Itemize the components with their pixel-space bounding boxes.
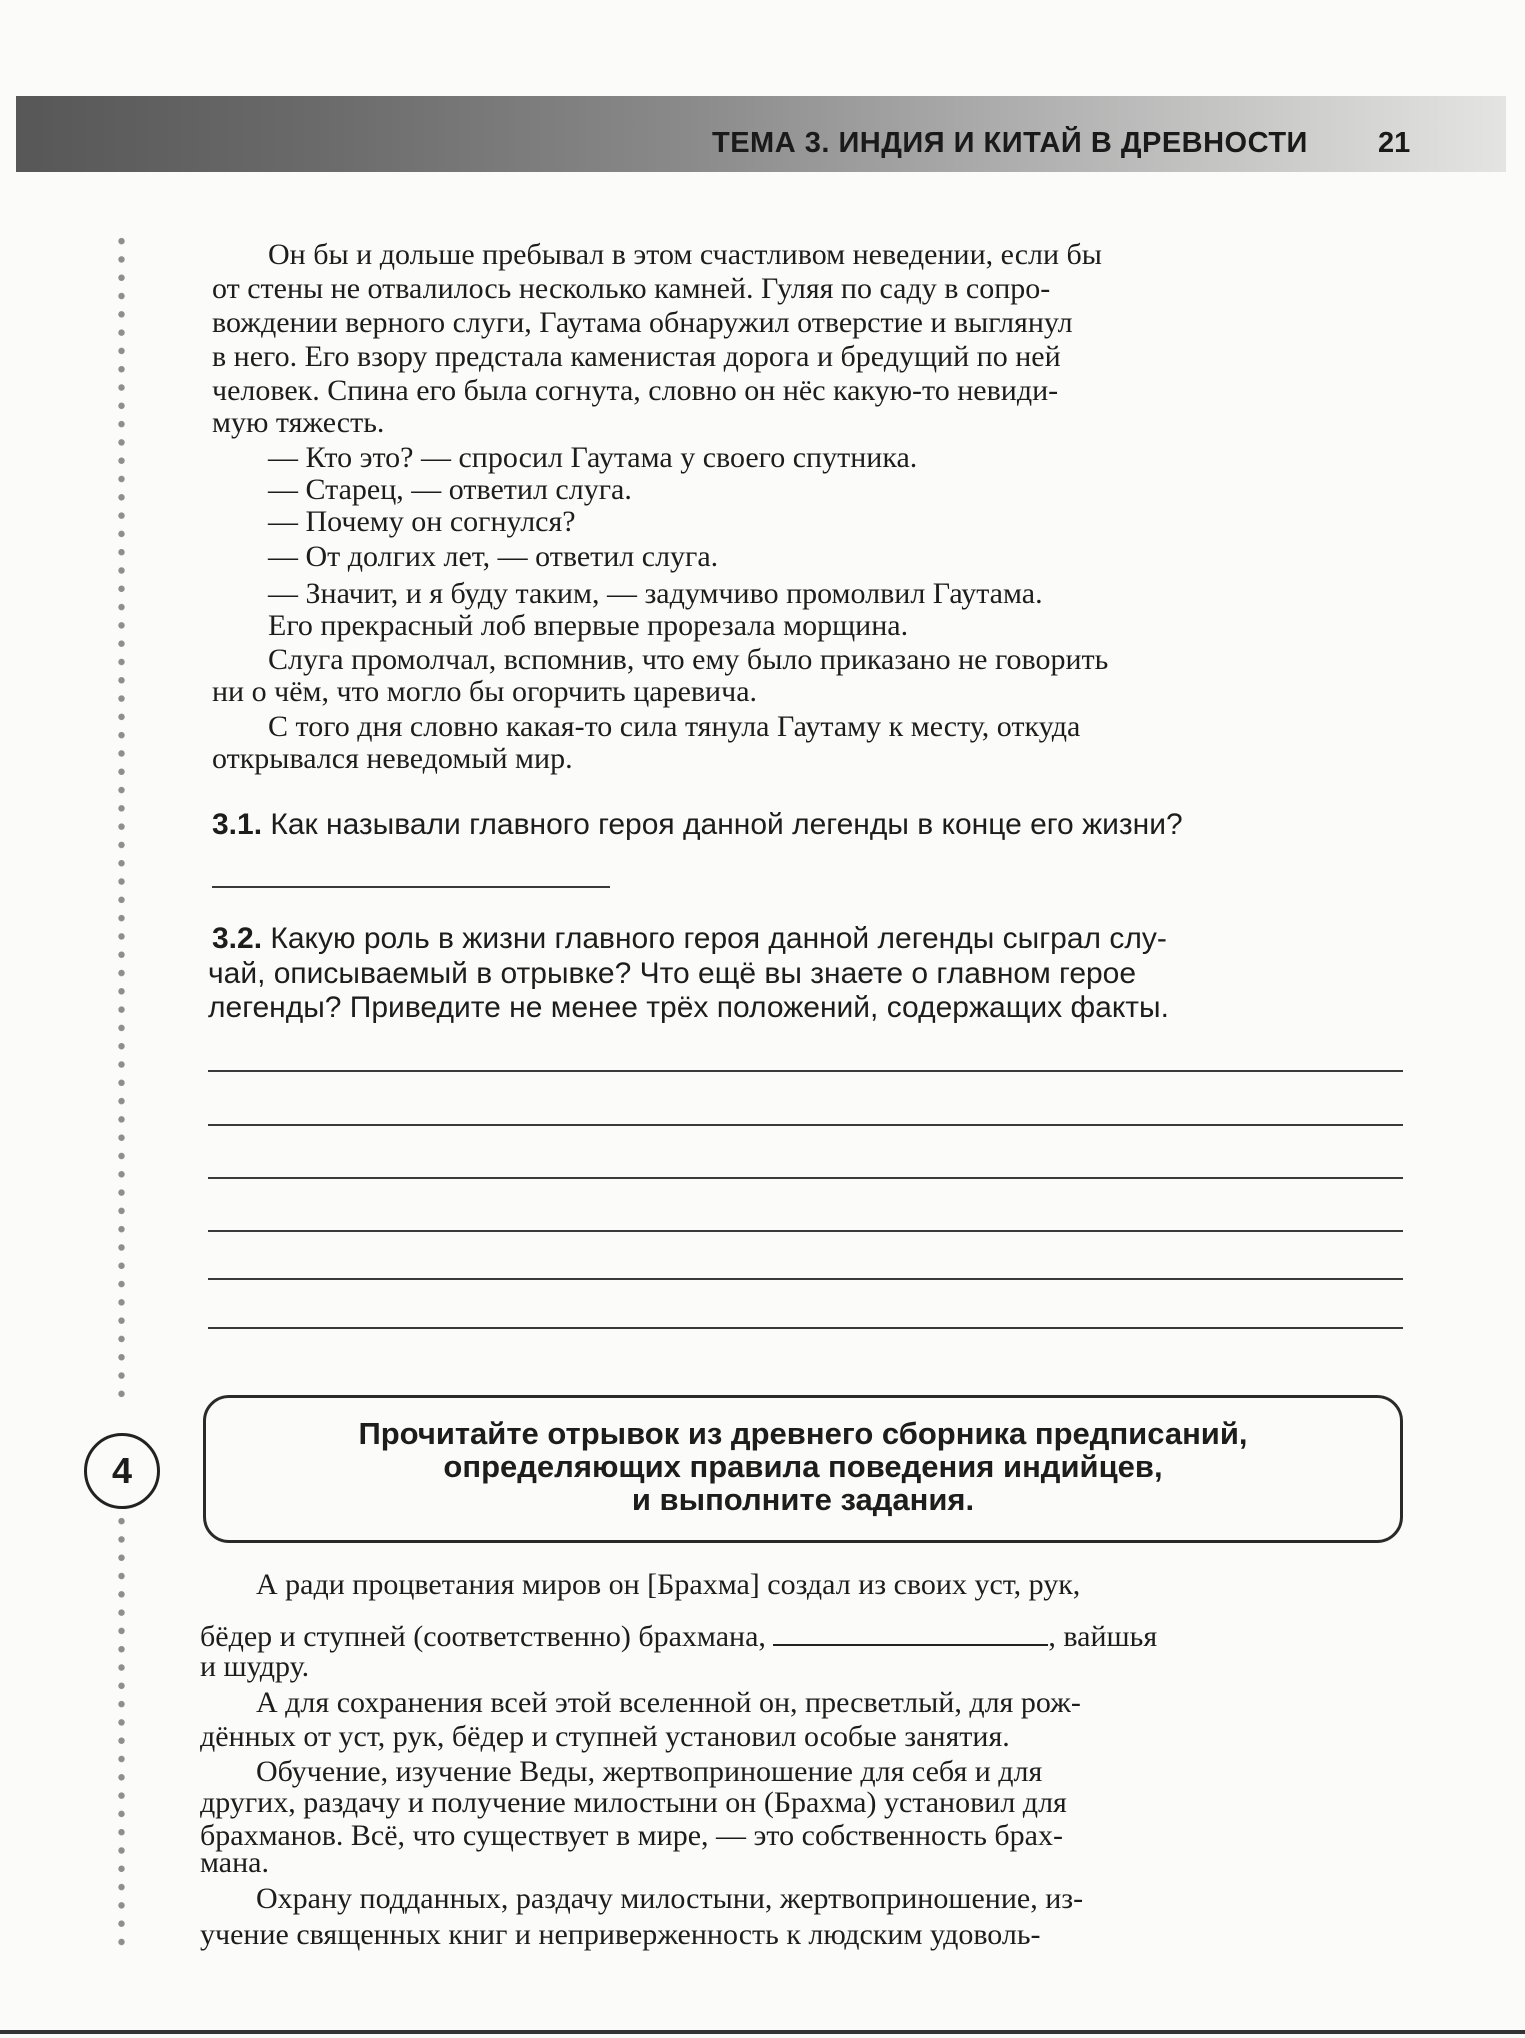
margin-dots-top xyxy=(117,232,126,1404)
instruction-line: и выполните задания. xyxy=(631,1482,975,1517)
excerpt-line: А для сохранения всей этой вселенной он, пресветлый, для рож- xyxy=(256,1686,1081,1719)
excerpt-line: учение священных книг и неприверженность к людским удоволь- xyxy=(200,1918,1041,1951)
dialogue-line: — Почему он согнулся? xyxy=(268,505,576,538)
answer-line-3-1[interactable] xyxy=(212,886,610,888)
excerpt-line-with-blank xyxy=(200,1620,1157,1654)
fill-in-blank[interactable] xyxy=(773,1622,1048,1646)
instruction-line: определяющих правила поведения индийцев, xyxy=(443,1449,1163,1484)
question-number: 3.2. xyxy=(212,922,263,955)
question-3-1 xyxy=(212,808,1183,842)
excerpt-line: и шудру. xyxy=(200,1650,310,1683)
dialogue-line: — Старец, — ответил слуга. xyxy=(268,473,632,506)
question-text: Какую роль в жизни главного героя данной легенды сыграл слу- xyxy=(270,922,1167,955)
answer-line-3-2[interactable] xyxy=(208,1070,1403,1072)
page-bottom-edge xyxy=(0,2030,1525,2034)
dialogue-line: — От долгих лет, — ответил слуга. xyxy=(268,540,719,573)
text-line: открывался неведомый мир. xyxy=(212,742,573,775)
answer-line-3-2[interactable] xyxy=(208,1230,1403,1232)
excerpt-line: мана. xyxy=(200,1846,269,1879)
text-line: С того дня словно какая-то сила тянула Гаутаму к месту, откуда xyxy=(268,710,1081,743)
task-instruction xyxy=(203,1417,1403,1516)
instruction-line: Прочитайте отрывок из древнего сборника предписаний, xyxy=(358,1416,1248,1451)
excerpt-line: дённых от уст, рук, бёдер и ступней установил особые занятия. xyxy=(200,1720,1010,1753)
answer-line-3-2[interactable] xyxy=(208,1278,1403,1280)
page-number: 21 xyxy=(1378,127,1411,159)
excerpt-line: Охрану подданных, раздачу милостыни, жертвоприношение, из- xyxy=(256,1882,1084,1915)
excerpt-text: бёдер и ступней (соответственно) брахмана, xyxy=(200,1620,766,1653)
question-line xyxy=(212,922,1167,956)
answer-line-3-2[interactable] xyxy=(208,1327,1403,1329)
excerpt-line: Обучение, изучение Веды, жертвоприношение для себя и для xyxy=(256,1755,1043,1788)
chapter-title: ТЕМА 3. ИНДИЯ И КИТАЙ В ДРЕВНОСТИ xyxy=(712,127,1308,159)
text-line: вождении верного слуги, Гаутама обнаружил отверстие и выглянул xyxy=(212,306,1073,339)
dialogue-line: — Значит, и я буду таким, — задумчиво промолвил Гаутама. xyxy=(268,577,1043,610)
excerpt-line: А ради процветания миров он [Брахма] создал из своих уст, рук, xyxy=(256,1568,1081,1601)
text-line: Он бы и дольше пребывал в этом счастливом неведении, если бы xyxy=(268,238,1102,271)
text-line: ни о чём, что могло бы огорчить царевича. xyxy=(212,675,758,708)
legend-paragraph-2: Его прекрасный лоб впервые прорезала морщина. xyxy=(268,609,909,642)
question-text: Как называли главного героя данной легенды в конце его жизни? xyxy=(270,808,1183,841)
question-number: 3.1. xyxy=(212,808,263,841)
text-line: Слуга промолчал, вспомнив, что ему было приказано не говорить xyxy=(268,643,1109,676)
question-line: легенды? Приведите не менее трёх положений, содержащих факты. xyxy=(208,991,1169,1024)
answer-line-3-2[interactable] xyxy=(208,1124,1403,1126)
dialogue-line: — Кто это? — спросил Гаутама у своего спутника. xyxy=(268,441,918,474)
excerpt-line: брахманов. Всё, что существует в мире, — это собственность брах- xyxy=(200,1819,1063,1852)
text-line: мую тяжесть. xyxy=(212,406,385,439)
task-number-badge: 4 xyxy=(84,1433,160,1509)
answer-line-3-2[interactable] xyxy=(208,1177,1403,1179)
excerpt-line: других, раздачу и получение милостыни он (Брахма) установил для xyxy=(200,1786,1067,1819)
text-line: человек. Спина его была согнута, словно он нёс какую-то невиди- xyxy=(212,374,1059,407)
question-line: чай, описываемый в отрывке? Что ещё вы знаете о главном герое xyxy=(208,957,1137,990)
text-line: в него. Его взору предстала каменистая дорога и бредущий по ней xyxy=(212,340,1061,373)
text-line: от стены не отвалилось несколько камней. Гуляя по саду в сопро- xyxy=(212,272,1051,305)
excerpt-text: , вайшья xyxy=(1048,1620,1158,1653)
margin-dots-bottom xyxy=(117,1512,126,1954)
